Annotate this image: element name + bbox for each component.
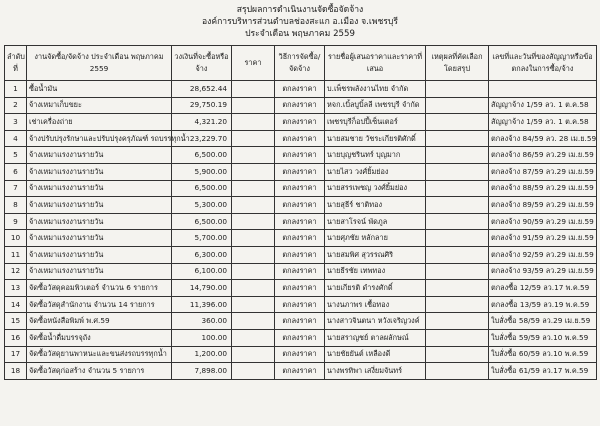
- table-row: [5, 213, 597, 230]
- row-no: 10: [5, 230, 27, 247]
- report-title: สรุปผลการดำเนินงานจัดซื้อจัดจ้าง: [236, 5, 364, 15]
- row-bidder: นายศุภชัย หลักลาย: [325, 230, 426, 247]
- row-budget: 4,321.20: [172, 114, 232, 131]
- row-bidder: นางพรทิพา เสงี่ยมจันทร์: [325, 363, 426, 380]
- row-item: จ้างเหมาแรงงานรายวัน: [27, 147, 172, 164]
- row-budget: 1,200.00: [172, 346, 232, 363]
- row-bidder: นายไสว วงศ์ยิ้มย่อง: [325, 163, 426, 180]
- row-contract: ตกลงจ้าง 93/59 ลว.29 เม.ย.59: [489, 263, 597, 280]
- table-row: [5, 246, 597, 263]
- row-budget: 23,229.70: [172, 130, 232, 147]
- row-method: ตกลงราคา: [275, 246, 325, 263]
- row-budget: 6,500.00: [172, 213, 232, 230]
- row-bidder: นายเกียรติ ดำรงศักดิ์: [325, 280, 426, 297]
- row-contract: ตกลงจ้าง 90/59 ลว.29 เม.ย.59: [489, 213, 597, 230]
- row-item: จ้างเหมาแรงงานรายวัน: [27, 263, 172, 280]
- row-no: 9: [5, 213, 27, 230]
- row-price: [232, 81, 275, 98]
- table-row: [5, 130, 597, 147]
- row-budget: 7,898.00: [172, 363, 232, 380]
- row-no: 8: [5, 197, 27, 214]
- row-bidder: นางสาวจินตนา หวังเจริญวงค์: [325, 313, 426, 330]
- procurement-table: [4, 45, 597, 380]
- row-price: [232, 163, 275, 180]
- row-price: [232, 329, 275, 346]
- organization-name: องค์การบริหารส่วนตำบลช่องสะแก อ.เมือง จ.เพชรบุรี: [202, 17, 398, 27]
- row-budget: 5,900.00: [172, 163, 232, 180]
- row-no: 16: [5, 329, 27, 346]
- table-row: [5, 197, 597, 214]
- row-price: [232, 280, 275, 297]
- row-price: [232, 130, 275, 147]
- row-no: 18: [5, 363, 27, 380]
- row-price: [232, 213, 275, 230]
- row-bidder: นายสราญชย์ ตาลผลักษณ์: [325, 329, 426, 346]
- row-bidder: นายธีรชัย เทพทอง: [325, 263, 426, 280]
- row-reason: [426, 263, 489, 280]
- row-no: 13: [5, 280, 27, 297]
- row-contract: ใบสั่งซื้อ 58/59 ลว.29 เม.ย.59: [489, 313, 597, 330]
- row-item: จ้างเหมาเก็บขยะ: [27, 97, 172, 114]
- row-method: ตกลงราคา: [275, 81, 325, 98]
- row-budget: 11,396.00: [172, 296, 232, 313]
- row-reason: [426, 130, 489, 147]
- row-price: [232, 363, 275, 380]
- row-no: 5: [5, 147, 27, 164]
- row-no: 15: [5, 313, 27, 330]
- col-header-bidders: รายชื่อผู้เสนอราคาและราคาที่เสนอ: [325, 46, 426, 81]
- col-header-reason: เหตุผลที่คัดเลือกโดยสรุป: [426, 46, 489, 81]
- row-no: 6: [5, 163, 27, 180]
- row-bidder: หจก.เบิ้ลบูบิ้ลลี เพชรบุรี จำกัด: [325, 97, 426, 114]
- row-reason: [426, 313, 489, 330]
- row-item: จัดซื้อวัสดุสำนักงาน จำนวน 14 รายการ: [27, 296, 172, 313]
- row-item: จัดซื้อวัสดุยานพาหนะและขนส่งรถบรรทุกน้ำ: [27, 346, 172, 363]
- row-no: 14: [5, 296, 27, 313]
- row-no: 1: [5, 81, 27, 98]
- row-item: เช่าเครื่องถ่าย: [27, 114, 172, 131]
- row-price: [232, 230, 275, 247]
- row-no: 4: [5, 130, 27, 147]
- row-contract: สัญญาจ้าง 1/59 ลว. 1 ต.ค.58: [489, 97, 597, 114]
- table-row: [5, 329, 597, 346]
- table-row: [5, 346, 597, 363]
- row-method: ตกลงราคา: [275, 329, 325, 346]
- row-bidder: นายสาโรจน์ พัดภูล: [325, 213, 426, 230]
- col-header-method: วิธีการจัดซื้อ/จัดจ้าง: [275, 46, 325, 81]
- row-item: ซื้อน้ำมัน: [27, 81, 172, 98]
- row-item: จ้างเหมาแรงงานรายวัน: [27, 246, 172, 263]
- row-bidder: นายสุธีร์ ชาติทอง: [325, 197, 426, 214]
- row-reason: [426, 329, 489, 346]
- row-contract: ตกลงซื้อ 12/59 ลว.17 พ.ค.59: [489, 280, 597, 297]
- row-no: 2: [5, 97, 27, 114]
- row-price: [232, 246, 275, 263]
- table-row: [5, 230, 597, 247]
- row-price: [232, 97, 275, 114]
- row-method: ตกลงราคา: [275, 280, 325, 297]
- row-bidder: บ.เพ็ชรพลังงานไทย จำกัด: [325, 81, 426, 98]
- table-row: [5, 263, 597, 280]
- row-contract: ใบสั่งซื้อ 59/59 ลว.10 พ.ค.59: [489, 329, 597, 346]
- row-item: จัดซื้อวัสดุก่อสร้าง จำนวน 5 รายการ: [27, 363, 172, 380]
- row-price: [232, 147, 275, 164]
- row-contract: ตกลงซื้อ 13/59 ลว.19 พ.ค.59: [489, 296, 597, 313]
- row-item: จัดซื้อน้ำดื่มบรรจุถัง: [27, 329, 172, 346]
- table-row: [5, 147, 597, 164]
- row-reason: [426, 147, 489, 164]
- row-price: [232, 313, 275, 330]
- row-method: ตกลงราคา: [275, 147, 325, 164]
- row-price: [232, 180, 275, 197]
- table-row: [5, 296, 597, 313]
- row-item: จ้างเหมาแรงงานรายวัน: [27, 230, 172, 247]
- row-method: ตกลงราคา: [275, 180, 325, 197]
- row-budget: 29,750.19: [172, 97, 232, 114]
- row-method: ตกลงราคา: [275, 163, 325, 180]
- row-reason: [426, 230, 489, 247]
- row-reason: [426, 180, 489, 197]
- row-reason: [426, 363, 489, 380]
- row-budget: 5,700.00: [172, 230, 232, 247]
- table-row: [5, 81, 597, 98]
- row-reason: [426, 163, 489, 180]
- row-contract: ตกลงจ้าง 84/59 ลว. 28 เม.ย.59: [489, 130, 597, 147]
- row-price: [232, 263, 275, 280]
- row-item: จ้างเหมาแรงงานรายวัน: [27, 163, 172, 180]
- row-reason: [426, 296, 489, 313]
- row-contract: ใบสั่งซื้อ 61/59 ลว.17 พ.ค.59: [489, 363, 597, 380]
- row-contract: ตกลงจ้าง 86/59 ลว.29 เม.ย.59: [489, 147, 597, 164]
- row-no: 11: [5, 246, 27, 263]
- row-reason: [426, 81, 489, 98]
- table-row: [5, 363, 597, 380]
- row-contract: ตกลงจ้าง 89/59 ลว.29 เม.ย.59: [489, 197, 597, 214]
- row-bidder: นายสมชาย วัชระเกียรติศักดิ์: [325, 130, 426, 147]
- row-no: 3: [5, 114, 27, 131]
- row-bidder: นายสรรเพชญ วงศ์ยิ้มย่อง: [325, 180, 426, 197]
- row-bidder: นายบุญชรินทร์ บุญมาก: [325, 147, 426, 164]
- row-method: ตกลงราคา: [275, 363, 325, 380]
- row-budget: 28,652.44: [172, 81, 232, 98]
- table-body: [5, 81, 597, 380]
- row-price: [232, 296, 275, 313]
- table-row: [5, 163, 597, 180]
- row-method: ตกลงราคา: [275, 130, 325, 147]
- row-budget: 360.00: [172, 313, 232, 330]
- row-budget: 6,100.00: [172, 263, 232, 280]
- row-item: จัดซื้อหนังสือพิมพ์ พ.ศ.59: [27, 313, 172, 330]
- table-row: [5, 114, 597, 131]
- row-reason: [426, 246, 489, 263]
- row-item: จ้างเหมาแรงงานรายวัน: [27, 213, 172, 230]
- row-method: ตกลงราคา: [275, 346, 325, 363]
- row-item: จ้างปรับปรุงรักษาและปรับปรุงครุภัณฑ์ รถบรรทุกน้ำ: [27, 130, 172, 147]
- row-reason: [426, 213, 489, 230]
- row-contract: ตกลงจ้าง 92/59 ลว.29 เม.ย.59: [489, 246, 597, 263]
- row-method: ตกลงราคา: [275, 296, 325, 313]
- row-item: จ้างเหมาแรงงานรายวัน: [27, 180, 172, 197]
- row-bidder: เพชรบุรีก็อปปี้เซ็นเตอร์: [325, 114, 426, 131]
- row-contract: ใบสั่งซื้อ 60/59 ลว.10 พ.ค.59: [489, 346, 597, 363]
- col-header-item: งานจัดซื้อ/จัดจ้าง ประจำเดือน พฤษภาคม 2559: [27, 46, 172, 81]
- row-reason: [426, 280, 489, 297]
- col-header-price: ราคา: [232, 46, 275, 81]
- row-reason: [426, 97, 489, 114]
- col-header-no: ลำดับที่: [5, 46, 27, 81]
- row-contract: ตกลงจ้าง 91/59 ลว.29 เม.ย.59: [489, 230, 597, 247]
- row-method: ตกลงราคา: [275, 213, 325, 230]
- row-method: ตกลงราคา: [275, 197, 325, 214]
- table-header-row: [5, 46, 597, 81]
- row-no: 7: [5, 180, 27, 197]
- row-reason: [426, 197, 489, 214]
- row-reason: [426, 114, 489, 131]
- row-item: จัดซื้อวัสดุคอมพิวเตอร์ จำนวน 6 รายการ: [27, 280, 172, 297]
- row-budget: 6,500.00: [172, 147, 232, 164]
- row-method: ตกลงราคา: [275, 114, 325, 131]
- report-period: ประจำเดือน พฤษภาคม 2559: [245, 29, 355, 39]
- row-bidder: นางนภาพร เชื้อทอง: [325, 296, 426, 313]
- row-price: [232, 197, 275, 214]
- table-row: [5, 280, 597, 297]
- row-method: ตกลงราคา: [275, 313, 325, 330]
- row-no: 17: [5, 346, 27, 363]
- row-budget: 6,500.00: [172, 180, 232, 197]
- row-reason: [426, 346, 489, 363]
- row-bidder: นายสมพิศ สุวรรณศิริ: [325, 246, 426, 263]
- row-budget: 6,300.00: [172, 246, 232, 263]
- row-contract: ตกลงจ้าง 87/59 ลว.29 เม.ย.59: [489, 163, 597, 180]
- row-item: จ้างเหมาแรงงานรายวัน: [27, 197, 172, 214]
- table-row: [5, 97, 597, 114]
- col-header-contract: เลขที่และวันที่ของสัญญาหรือข้อตกลงในการซื้อ/จ้าง: [489, 46, 597, 81]
- col-header-budget: วงเงินที่จะซื้อหรือจ้าง: [172, 46, 232, 81]
- row-budget: 5,300.00: [172, 197, 232, 214]
- row-method: ตกลงราคา: [275, 97, 325, 114]
- row-contract: ตกลงจ้าง 88/59 ลว.29 เม.ย.59: [489, 180, 597, 197]
- row-contract: [489, 81, 597, 98]
- table-row: [5, 313, 597, 330]
- row-price: [232, 346, 275, 363]
- row-price: [232, 114, 275, 131]
- row-budget: 100.00: [172, 329, 232, 346]
- table-row: [5, 180, 597, 197]
- row-contract: สัญญาจ้าง 1/59 ลว. 1 ต.ค.58: [489, 114, 597, 131]
- row-no: 12: [5, 263, 27, 280]
- row-bidder: นายชัยยันต์ เหลืองดี: [325, 346, 426, 363]
- row-method: ตกลงราคา: [275, 263, 325, 280]
- row-budget: 14,790.00: [172, 280, 232, 297]
- row-method: ตกลงราคา: [275, 230, 325, 247]
